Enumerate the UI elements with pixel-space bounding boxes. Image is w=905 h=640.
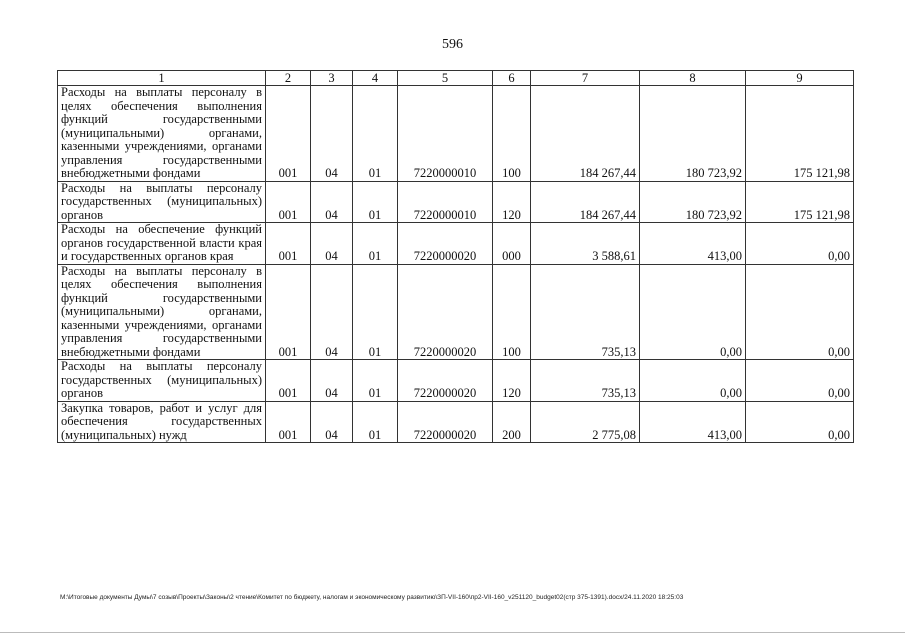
cell-amount-year3: 0,00 xyxy=(746,264,854,360)
cell-ministry: 001 xyxy=(266,401,311,443)
document-path-footer: М:\Итоговые документы Думы\7 созыв\Проекты\Законы\2 чтение\Комитет по бюджету, налогам и экономическому развитию\ЗП-VII-160\пр2-VII-160_v251120_budget02(стр 375-1391).docx/24.11.2020 18:25:03 xyxy=(60,594,684,601)
table-row xyxy=(58,223,854,265)
budget-table xyxy=(57,70,854,443)
cell-target-article: 7220000010 xyxy=(398,181,493,223)
cell-target-article: 7220000020 xyxy=(398,223,493,265)
table-row xyxy=(58,360,854,402)
cell-expense-type: 120 xyxy=(493,360,531,402)
cell-subsection: 01 xyxy=(353,86,398,182)
cell-amount-year2: 413,00 xyxy=(640,401,746,443)
cell-amount-year1: 2 775,08 xyxy=(531,401,640,443)
header-cell: 4 xyxy=(353,71,398,86)
cell-amount-year1: 184 267,44 xyxy=(531,86,640,182)
cell-amount-year2: 0,00 xyxy=(640,264,746,360)
cell-subsection: 01 xyxy=(353,223,398,265)
cell-amount-year1: 3 588,61 xyxy=(531,223,640,265)
cell-target-article: 7220000010 xyxy=(398,86,493,182)
cell-expense-type: 000 xyxy=(493,223,531,265)
table-row xyxy=(58,181,854,223)
cell-subsection: 01 xyxy=(353,181,398,223)
cell-section: 04 xyxy=(311,86,353,182)
row-description: Расходы на выплаты персоналу государственных (муниципальных) органов xyxy=(58,360,266,402)
row-description: Расходы на обеспечение функций органов государственной власти края и государственных органов края xyxy=(58,223,266,265)
header-cell: 7 xyxy=(531,71,640,86)
table-row xyxy=(58,264,854,360)
row-description: Расходы на выплаты персоналу государственных (муниципальных) органов xyxy=(58,181,266,223)
cell-amount-year3: 0,00 xyxy=(746,401,854,443)
header-cell: 2 xyxy=(266,71,311,86)
cell-ministry: 001 xyxy=(266,181,311,223)
cell-subsection: 01 xyxy=(353,360,398,402)
cell-section: 04 xyxy=(311,181,353,223)
cell-expense-type: 100 xyxy=(493,264,531,360)
cell-amount-year1: 735,13 xyxy=(531,264,640,360)
cell-ministry: 001 xyxy=(266,360,311,402)
cell-section: 04 xyxy=(311,360,353,402)
header-cell: 5 xyxy=(398,71,493,86)
cell-amount-year1: 184 267,44 xyxy=(531,181,640,223)
cell-section: 04 xyxy=(311,223,353,265)
cell-amount-year1: 735,13 xyxy=(531,360,640,402)
cell-expense-type: 100 xyxy=(493,86,531,182)
cell-amount-year2: 413,00 xyxy=(640,223,746,265)
header-cell: 3 xyxy=(311,71,353,86)
cell-amount-year2: 180 723,92 xyxy=(640,86,746,182)
cell-target-article: 7220000020 xyxy=(398,401,493,443)
table-header-row xyxy=(58,71,854,86)
cell-amount-year3: 0,00 xyxy=(746,223,854,265)
table-row xyxy=(58,86,854,182)
cell-amount-year3: 175 121,98 xyxy=(746,86,854,182)
header-cell: 1 xyxy=(58,71,266,86)
header-cell: 6 xyxy=(493,71,531,86)
cell-ministry: 001 xyxy=(266,223,311,265)
row-description: Расходы на выплаты персоналу в целях обеспечения выполнения функций государственными (муниципальными) органами, казенными учреждениями, органами управления государственными внебюджетными фондами xyxy=(58,86,266,182)
cell-amount-year3: 175 121,98 xyxy=(746,181,854,223)
cell-subsection: 01 xyxy=(353,401,398,443)
header-cell: 8 xyxy=(640,71,746,86)
cell-ministry: 001 xyxy=(266,86,311,182)
row-description: Закупка товаров, работ и услуг для обеспечения государственных (муниципальных) нужд xyxy=(58,401,266,443)
cell-target-article: 7220000020 xyxy=(398,360,493,402)
header-cell: 9 xyxy=(746,71,854,86)
cell-target-article: 7220000020 xyxy=(398,264,493,360)
cell-ministry: 001 xyxy=(266,264,311,360)
cell-amount-year3: 0,00 xyxy=(746,360,854,402)
page-number: 596 xyxy=(442,37,463,52)
cell-section: 04 xyxy=(311,401,353,443)
table-row xyxy=(58,401,854,443)
cell-subsection: 01 xyxy=(353,264,398,360)
cell-amount-year2: 0,00 xyxy=(640,360,746,402)
cell-expense-type: 120 xyxy=(493,181,531,223)
cell-expense-type: 200 xyxy=(493,401,531,443)
cell-section: 04 xyxy=(311,264,353,360)
row-description: Расходы на выплаты персоналу в целях обеспечения выполнения функций государственными (муниципальными) органами, казенными учреждениями, органами управления государственными внебюджетными фондами xyxy=(58,264,266,360)
page-edge-divider xyxy=(0,632,905,633)
cell-amount-year2: 180 723,92 xyxy=(640,181,746,223)
